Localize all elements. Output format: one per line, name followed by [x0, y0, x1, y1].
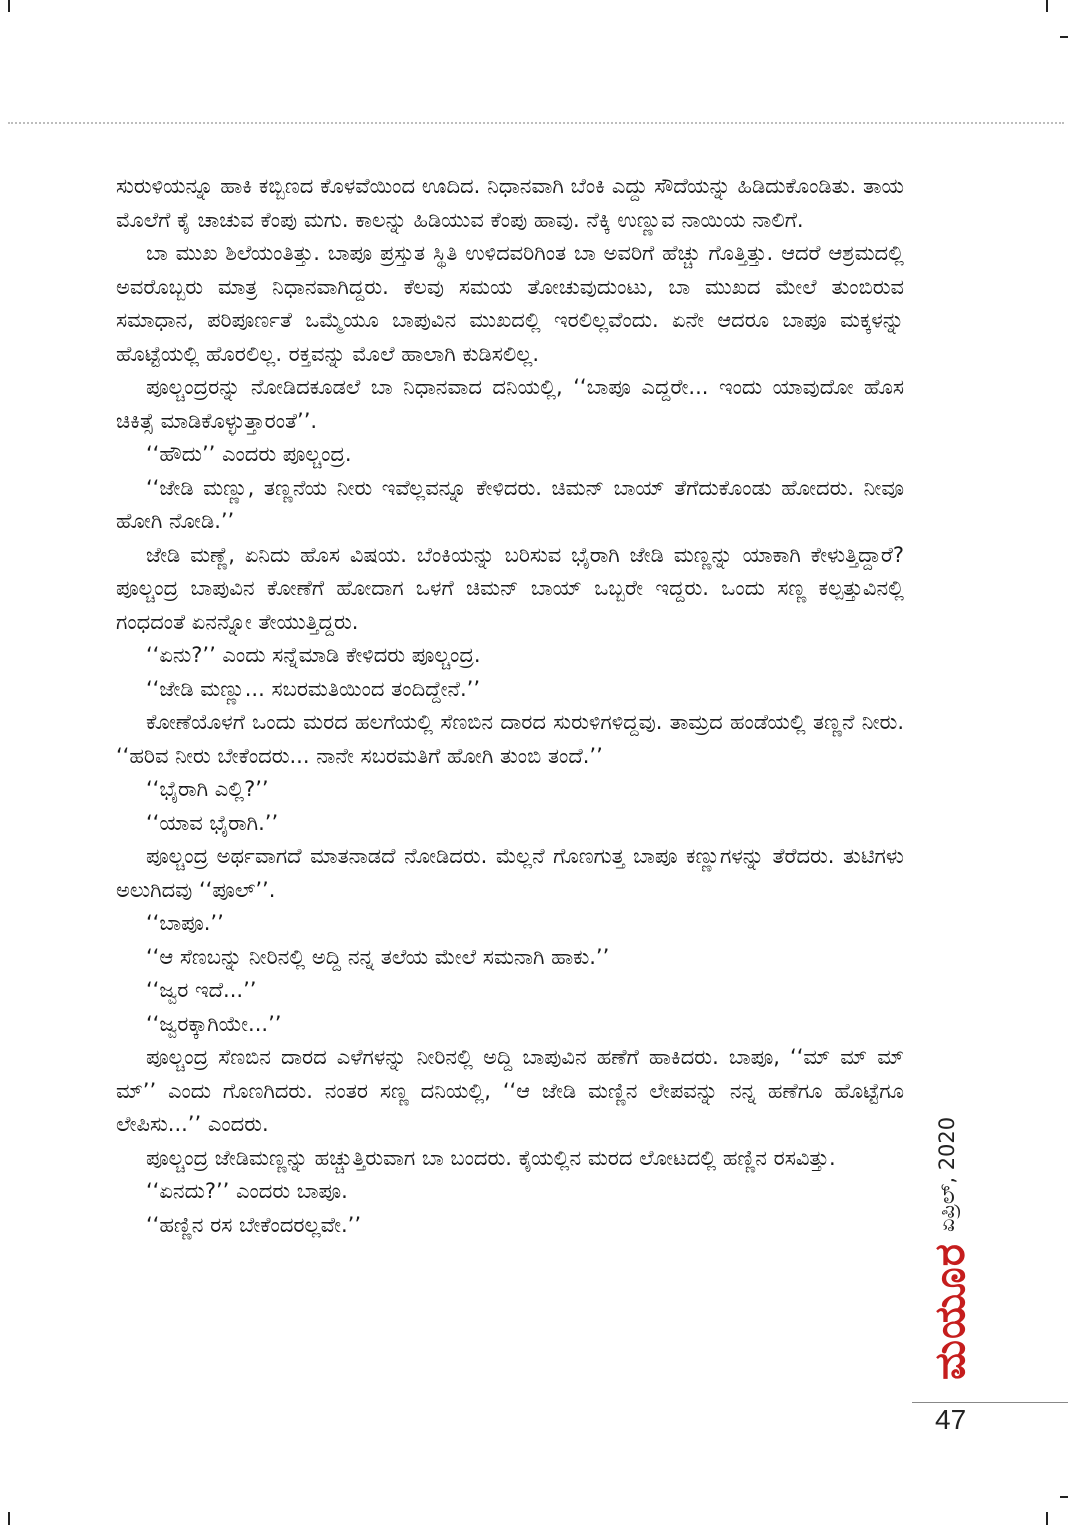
- paragraph: ‘‘ಹಣ್ಣಿನ ರಸ ಬೇಕೆಂದರಲ್ಲವೇ.’’: [146, 1212, 362, 1237]
- crop-mark-right-lower: [1060, 1496, 1068, 1498]
- footer-rule: [912, 1402, 1068, 1403]
- paragraph: ‘‘ಭೈರಾಗಿ ಎಲ್ಲಿ?’’: [146, 777, 269, 801]
- paragraph: ಜೇಡಿ ಮಣ್ಣೆ, ಏನಿದು ಹೊಸ ವಿಷಯ. ಬೆಂಕಿಯನ್ನು ಬರಿಸುವ ಭೈರಾಗಿ ಜೇಡಿ ಮಣ್ಣನ್ನು ಯಾಕಾಗಿ ಕೇಳುತ್ತಿದ್ದಾರೆ? ಪೂಲ್ಚಂದ್ರ ಬಾಪುವಿನ ಕೋಣೆಗೆ ಹೋದಾಗ ಒಳಗೆ ಚಿಮನ್ ಬಾಯ್ ಒಬ್ಬರೇ ಇದ್ದರು. ಒಂದು ಸಣ್ಣ ಕಲ್ಪತ್ತುವಿನಲ್ಲಿ ಗಂಧದಂತೆ ಏನನ್ನೋ ತೇಯುತ್ತಿದ್ದರು.: [116, 542, 904, 634]
- paragraph: ‘‘ಹೌದು’’ ಎಂದರು ಪೂಲ್ಚಂದ್ರ.: [146, 442, 352, 466]
- crop-mark-bottom-right: [1046, 1512, 1048, 1525]
- paragraph: ಕೋಣೆಯೊಳಗೆ ಒಂದು ಮರದ ಹಲಗೆಯಲ್ಲಿ ಸೆಣಬಿನ ದಾರದ ಸುರುಳಿಗಳಿದ್ದವು. ತಾಮ್ರದ ಹಂಡೆಯಲ್ಲಿ ತಣ್ಣನೆ ನೀರು. ‘‘ಹರಿವ ನೀರು ಬೇಕೆಂದರು... ನಾನೇ ಸಬರಮತಿಗೆ ಹೋಗಿ ತುಂಬಿ ತಂದೆ.’’: [116, 710, 904, 768]
- paragraph: ‘‘ಜೇಡಿ ಮಣ್ಣು... ಸಬರಮತಿಯಿಂದ ತಂದಿದ್ದೇನೆ.’’: [146, 676, 481, 701]
- paragraph: ‘‘ಏನದು?’’ ಎಂದರು ಬಾಪೂ.: [146, 1179, 348, 1203]
- paragraph: ‘‘ಏನು?’’ ಎಂದು ಸನ್ನೆಮಾಡಿ ಕೇಳಿದರು ಪೂಲ್ಚಂದ್ರ.: [146, 643, 481, 667]
- crop-mark-bottom-left: [8, 1512, 10, 1525]
- header-dotted-rule: [8, 122, 1064, 124]
- paragraph: ಪೂಲ್ಚಂದ್ರ ಅರ್ಥವಾಗದೆ ಮಾತನಾಡದೆ ನೋಡಿದರು. ಮೆಲ್ಲನೆ ಗೊಣಗುತ್ತ ಬಾಪೂ ಕಣ್ಣುಗಳನ್ನು ತೆರೆದರು. ತುಟಿಗಳು ಅಲುಗಿದವು ‘‘ಪೂಲ್’’.: [116, 844, 904, 902]
- issue-date: ಏಪ್ರಿಲ್, 2020: [935, 1116, 959, 1232]
- paragraph: ಪೂಲ್ಚಂದ್ರರನ್ನು ನೋಡಿದಕೂಡಲೆ ಬಾ ನಿಧಾನವಾದ ದನಿಯಲ್ಲಿ, ‘‘ಬಾಪೂ ಎದ್ದರೇ... ಇಂದು ಯಾವುದೋ ಹೊಸ ಚಿಕಿತ್ಸೆ ಮಾಡಿಕೊಳ್ಳುತ್ತಾರಂತೆ’’.: [116, 375, 904, 433]
- paragraph: ‘‘ಆ ಸೆಣಬನ್ನು ನೀರಿನಲ್ಲಿ ಅದ್ದಿ ನನ್ನ ತಲೆಯ ಮೇಲೆ ಸಮನಾಗಿ ಹಾಕು.’’: [146, 944, 610, 969]
- paragraph: ‘‘ಜೇಡಿ ಮಣ್ಣು, ತಣ್ಣನೆಯ ನೀರು ಇವೆಲ್ಲವನ್ನೂ ಕೇಳಿದರು. ಚಿಮನ್ ಬಾಯ್ ತೆಗೆದುಕೊಂಡು ಹೋದರು. ನೀವೂ ಹೋಗಿ ನೋಡಿ.’’: [116, 475, 904, 533]
- paragraph: ಸುರುಳಿಯನ್ನೂ ಹಾಕಿ ಕಬ್ಬಿಣದ ಕೊಳವೆಯಿಂದ ಊದಿದ. ನಿಧಾನವಾಗಿ ಬೆಂಕಿ ಎದ್ದು ಸೌದೆಯನ್ನು ಹಿಡಿದುಕೊಂಡಿತು. ತಾಯ ಮೊಲೆಗೆ ಕೈ ಚಾಚುವ ಕೆಂಪು ಮಗು. ಕಾಲನ್ನು ಹಿಡಿಯುವ ಕೆಂಪು ಹಾವು. ನೆಕ್ಕಿ ಉಣ್ಣುವ ನಾಯಿಯ ನಾಲಿಗೆ.: [116, 174, 904, 232]
- page-number: 47: [935, 1404, 967, 1435]
- crop-mark-top-left: [8, 0, 10, 12]
- crop-mark-top-right: [1046, 0, 1048, 12]
- paragraph: ‘‘ಯಾವ ಭೈರಾಗಿ.’’: [146, 810, 279, 835]
- paragraph: ‘‘ಜ್ವರಕ್ಕಾಗಿಯೇ...’’: [146, 1011, 282, 1036]
- crop-mark-right-upper: [1060, 36, 1068, 38]
- paragraph: ಪೂಲ್ಚಂದ್ರ ಜೇಡಿಮಣ್ಣನ್ನು ಹಚ್ಚುತ್ತಿರುವಾಗ ಬಾ ಬಂದರು. ಕೈಯಲ್ಲಿನ ಮರದ ಲೋಟದಲ್ಲಿ ಹಣ್ಣಿನ ರಸವಿತ್ತು.: [146, 1145, 836, 1170]
- paragraph: ಪೂಲ್ಚಂದ್ರ ಸೆಣಬಿನ ದಾರದ ಎಳೆಗಳನ್ನು ನೀರಿನಲ್ಲಿ ಅದ್ದಿ ಬಾಪುವಿನ ಹಣೆಗೆ ಹಾಕಿದರು. ಬಾಪೂ, ‘‘ಮ್ ಮ್ ಮ್ ಮ್’’ ಎಂದು ಗೊಣಗಿದರು. ನಂತರ ಸಣ್ಣ ದನಿಯಲ್ಲಿ, ‘‘ಆ ಜೇಡಿ ಮಣ್ಣಿನ ಲೇಪವನ್ನು ನನ್ನ ಹಣೆಗೂ ಹೊಟ್ಟೆಗೂ ಲೇಪಿಸು...’’ ಎಂದರು.: [116, 1045, 904, 1136]
- magazine-logo: ಮಯೂರ: [925, 1243, 974, 1380]
- paragraph: ಬಾ ಮುಖ ಶಿಲೆಯಂತಿತ್ತು. ಬಾಪೂ ಪ್ರಸ್ತುತ ಸ್ಥಿತಿ ಉಳಿದವರಿಗಿಂತ ಬಾ ಅವರಿಗೆ ಹೆಚ್ಚು ಗೊತ್ತಿತ್ತು. ಆದರೆ ಆಶ್ರಮದಲ್ಲಿ ಅವರೊಬ್ಬರು ಮಾತ್ರ ನಿಧಾನವಾಗಿದ್ದರು. ಕೆಲವು ಸಮಯ ತೋಚುವುದುಂಟು, ಬಾ ಮುಖದ ಮೇಲೆ ತುಂಬಿರುವ ಸಮಾಧಾನ, ಪರಿಪೂರ್ಣತೆ ಒಮ್ಮೆಯೂ ಬಾಪುವಿನ ಮುಖದಲ್ಲಿ ಇರಲಿಲ್ಲವೆಂದು. ಏನೇ ಆದರೂ ಬಾಪೂ ಮಕ್ಕಳನ್ನು ಹೊಟ್ಟೆಯಲ್ಲಿ ಹೊರಲಿಲ್ಲ. ರಕ್ತವನ್ನು ಮೊಲೆ ಹಾಲಾಗಿ ಕುಡಿಸಲಿಲ್ಲ.: [116, 241, 904, 366]
- article-body: [116, 170, 904, 1242]
- paragraph: ‘‘ಜ್ವರ ಇದೆ...’’: [146, 978, 257, 1002]
- paragraph: ‘‘ಬಾಪೂ.’’: [146, 911, 224, 935]
